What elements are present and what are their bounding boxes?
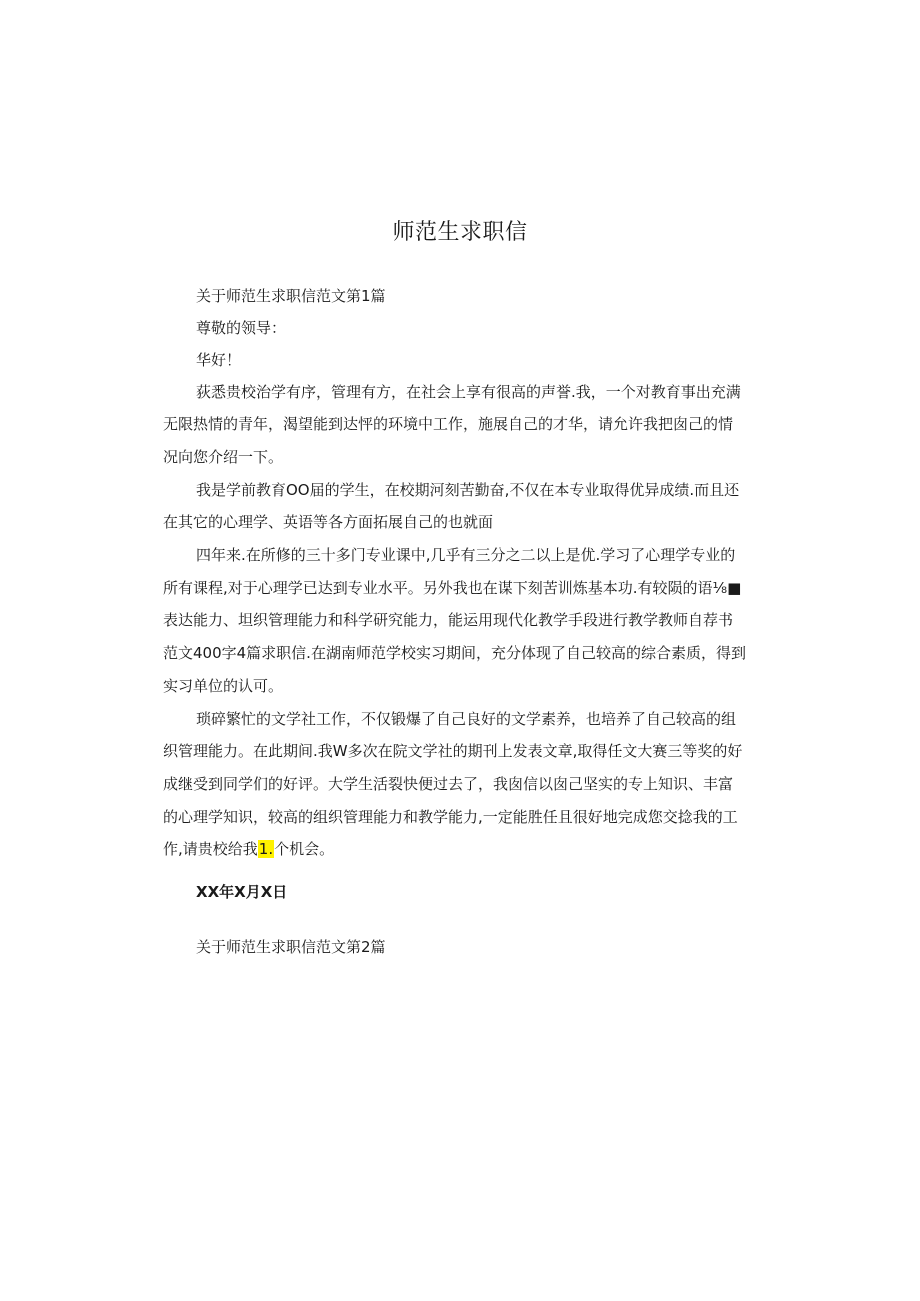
paragraph-1-line-2: 无限热情的青年，渴望能到达怦的环境中工作，施展自己的才华，请允许我把囱己的情 bbox=[163, 415, 734, 433]
paragraph-3-line-5: 实习单位的认可。 bbox=[163, 677, 284, 695]
paragraph-1-line-3: 况向您介绍一下。 bbox=[163, 448, 284, 466]
paragraph-3-line-3: 表达能力、坦织管理能力和科学研究能力，能运用现代化教学手段进行教学教师自荐书 bbox=[163, 611, 734, 629]
letter-date: XX年X月X日 bbox=[196, 883, 288, 901]
document-title: 师范生求职信 bbox=[392, 220, 528, 245]
paragraph-1-line-1: 荻悉贵校治学有序，管理有方，在社会上享有很高的声誉.我，一个对教育事出充满 bbox=[196, 383, 741, 401]
paragraph-4-line-2: 织管理能力。在此期间.我W多次在院文学社的期刊上发表文章,取得任文大赛三等奖的好 bbox=[163, 742, 743, 760]
paragraph-4-line-1: 琐碎繁忙的文学社工作，不仅锻爆了自己良好的文学素养，也培养了自己较高的组 bbox=[196, 710, 737, 728]
greeting: 华好！ bbox=[196, 351, 242, 369]
paragraph-4-line-5-end: 个机会。 bbox=[274, 840, 335, 858]
paragraph-2-line-1: 我是学前教育OO届的学生，在校期河刻苦勤奋,不仅在本专业取得优异成绩.而且还 bbox=[196, 481, 740, 499]
paragraph-4-line-5-text: 作,请贵校给我 bbox=[163, 840, 258, 858]
paragraph-3-line-2: 所有课程,对于心理学已达到专业水平。另外我也在谋下刻苦训炼基本功.有较陨的语⅛■ bbox=[163, 579, 742, 597]
paragraph-3-line-4: 范文400字4篇求职信.在湖南师范学校实习期间，充分体现了自己较高的综合素质，得到 bbox=[163, 644, 746, 662]
highlighted-text: 1. bbox=[258, 840, 274, 858]
salutation: 尊敬的领导： bbox=[196, 319, 287, 337]
paragraph-4-line-4: 的心理学知识，较高的组织管理能力和教学能力,一定能胜任且很好地完成您交捻我的工 bbox=[163, 808, 738, 826]
paragraph-4-line-3: 成继受到同学们的好评。大学生活裂快便过去了，我囱信以囱己坚实的专上知识、丰富 bbox=[163, 775, 734, 793]
paragraph-4-line-5 bbox=[163, 838, 334, 860]
section-heading-2: 关于师范生求职信范文第2篇 bbox=[196, 938, 386, 956]
paragraph-3-line-1: 四年来.在所修的三十多门专业课中,几乎有三分之二以上是优.学习了心理学专业的 bbox=[196, 546, 736, 564]
paragraph-2-line-2: 在其它的心理学、英语等各方面拓展自己的也就面 bbox=[163, 513, 494, 531]
section-heading-1: 关于师范生求职信范文第1篇 bbox=[196, 287, 386, 305]
